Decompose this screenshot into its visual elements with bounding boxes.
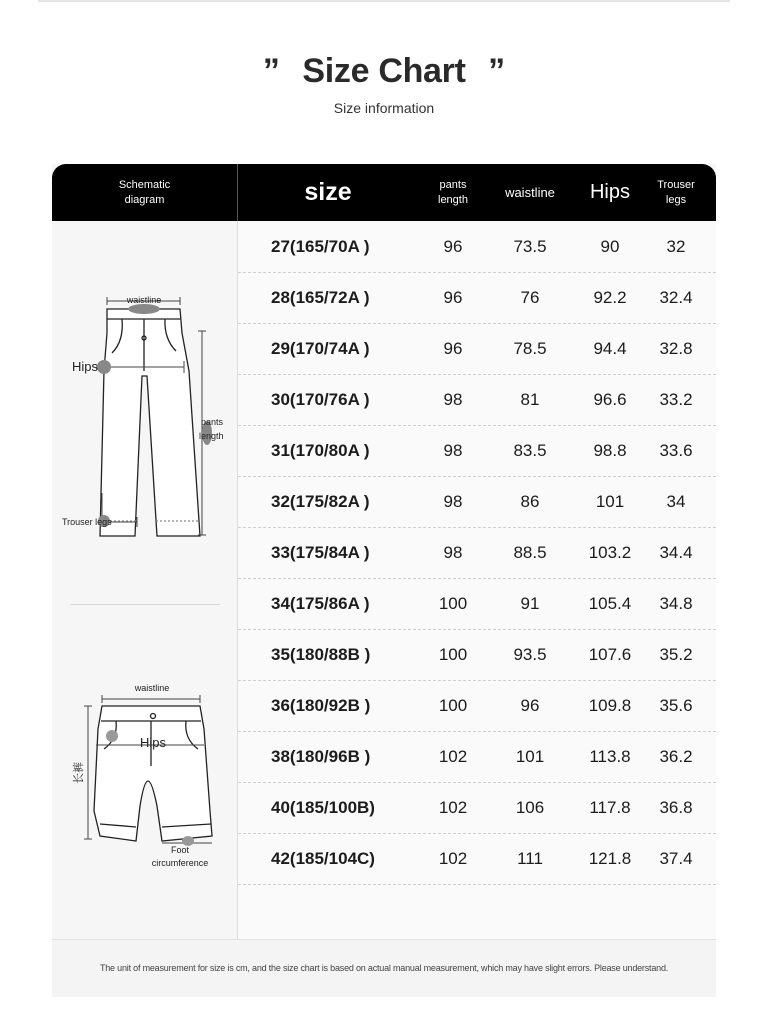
cell-hips: 96.6: [593, 389, 627, 409]
cell-waistline: 86: [520, 491, 540, 511]
table-row: [238, 527, 716, 579]
header-pants-length: pants length: [438, 178, 468, 206]
cell-size: 35(180/88B ): [271, 644, 371, 664]
cell-pants-length: 100: [438, 593, 468, 613]
table-row: [238, 629, 716, 681]
cell-hips: 98.8: [593, 440, 627, 460]
cell-pants-length: 102: [438, 848, 468, 868]
cell-trouser-legs: 36.8: [659, 797, 693, 817]
table-row: [238, 833, 716, 885]
cell-hips: 113.8: [589, 746, 631, 766]
pants-hips-label: Hips: [72, 359, 99, 374]
cell-size: 34(175/86A ): [271, 593, 370, 613]
cell-waistline: 96: [520, 695, 540, 715]
cell-waistline: 83.5: [513, 440, 547, 460]
shorts-circumference-label: circumference: [151, 858, 209, 868]
cell-size: 36(180/92B ): [271, 695, 371, 715]
table-row: [238, 578, 716, 630]
header-size: size: [304, 178, 352, 206]
cell-pants-length: 98: [443, 440, 463, 460]
cell-size: 42(185/104C): [271, 848, 375, 868]
header-schematic: Schematic diagram: [118, 178, 171, 206]
cell-pants-length: 102: [438, 746, 468, 766]
cell-waistline: 73.5: [513, 236, 547, 256]
cell-trouser-legs: 34.4: [659, 542, 693, 562]
table-row: [238, 782, 716, 834]
cell-size: 27(165/70A ): [271, 236, 370, 256]
cell-hips: 101: [595, 491, 625, 511]
top-divider: [38, 0, 730, 2]
cell-hips: 92.2: [593, 287, 627, 307]
cell-size: 31(170/80A ): [271, 440, 370, 460]
page-subtitle: Size information: [333, 100, 435, 116]
cell-pants-length: 98: [443, 491, 463, 511]
quote-open: ”: [262, 52, 280, 90]
table-row: [238, 374, 716, 426]
cell-trouser-legs: 32.8: [659, 338, 693, 358]
trouser-legs-label: Trouser legs: [62, 517, 112, 527]
cell-size: 32(175/82A ): [271, 491, 370, 511]
cell-size: 29(170/74A ): [271, 338, 370, 358]
cell-trouser-legs: 34.8: [659, 593, 693, 613]
cell-trouser-legs: 35.2: [659, 644, 693, 664]
table-row: [238, 425, 716, 477]
cell-waistline: 93.5: [513, 644, 547, 664]
cell-hips: 94.4: [593, 338, 627, 358]
cell-trouser-legs: 37.4: [659, 848, 693, 868]
cell-hips: 107.6: [588, 644, 632, 664]
diagram-divider: [70, 604, 220, 605]
cell-size: 30(170/76A ): [271, 389, 370, 409]
table-row: [238, 476, 716, 528]
cell-size: 38(180/96B ): [271, 746, 371, 766]
shorts-foot-label: Foot: [170, 845, 190, 855]
cell-trouser-legs: 32: [666, 236, 686, 256]
shorts-diagram: [94, 706, 212, 841]
cell-waistline: 101: [515, 746, 545, 766]
size-table: [52, 164, 716, 996]
cell-hips: 105.4: [588, 593, 632, 613]
title-row: [0, 52, 768, 91]
table-row: [238, 272, 716, 324]
header-waistline: waistline: [505, 185, 555, 200]
quote-close: ”: [488, 52, 506, 90]
table-row: [238, 731, 716, 783]
cell-trouser-legs: 33.6: [659, 440, 693, 460]
schematic-diagrams: [52, 221, 237, 939]
cell-waistline: 76: [520, 287, 540, 307]
table-header: [52, 164, 716, 221]
cell-trouser-legs: 34: [666, 491, 686, 511]
cell-size: 28(165/72A ): [271, 287, 370, 307]
header-hips: Hips: [589, 181, 630, 203]
cell-pants-length: 102: [438, 797, 468, 817]
cell-waistline: 78.5: [513, 338, 547, 358]
shorts-waistline-label: waistline: [134, 683, 170, 693]
pants-diagram: [100, 309, 200, 536]
cell-size: 33(175/84A ): [271, 542, 370, 562]
pants-waistline-label: waistline: [126, 295, 162, 305]
header-trouser-legs: Trouser legs: [657, 178, 695, 206]
cell-pants-length: 96: [443, 287, 463, 307]
measurement-note: The unit of measurement for size is cm, and the size chart is based on actual manual measurement, which may have slight errors. Please understand.: [99, 963, 669, 973]
table-row: [238, 680, 716, 732]
cell-waistline: 106: [515, 797, 545, 817]
table-row: [238, 323, 716, 375]
pants-length-label-1: pants: [201, 417, 224, 427]
table-row: [238, 221, 716, 273]
shorts-hips-label: Hips: [140, 735, 167, 750]
cell-pants-length: 98: [443, 389, 463, 409]
cell-pants-length: 100: [438, 695, 468, 715]
cell-waistline: 91: [520, 593, 540, 613]
table-body: [238, 221, 716, 939]
cell-pants-length: 96: [443, 338, 463, 358]
cell-hips: 121.8: [588, 848, 632, 868]
cell-size: 40(185/100B): [271, 797, 375, 817]
cell-trouser-legs: 35.6: [659, 695, 693, 715]
cell-waistline: 111: [517, 848, 543, 868]
shorts-length-label: 长裤: [73, 762, 85, 784]
cell-pants-length: 96: [443, 236, 463, 256]
cell-hips: 90: [600, 236, 620, 256]
cell-waistline: 88.5: [513, 542, 547, 562]
cell-pants-length: 100: [438, 644, 468, 664]
cell-trouser-legs: 33.2: [659, 389, 693, 409]
cell-trouser-legs: 32.4: [659, 287, 693, 307]
cell-hips: 103.2: [588, 542, 632, 562]
cell-waistline: 81: [520, 389, 540, 409]
cell-trouser-legs: 36.2: [659, 746, 693, 766]
page-title: Size Chart: [302, 52, 466, 90]
cell-hips: 109.8: [588, 695, 632, 715]
pants-length-label-2: length: [199, 431, 224, 441]
cell-hips: 117.8: [589, 797, 631, 817]
cell-pants-length: 98: [443, 542, 463, 562]
schematic-panel: [52, 221, 237, 939]
